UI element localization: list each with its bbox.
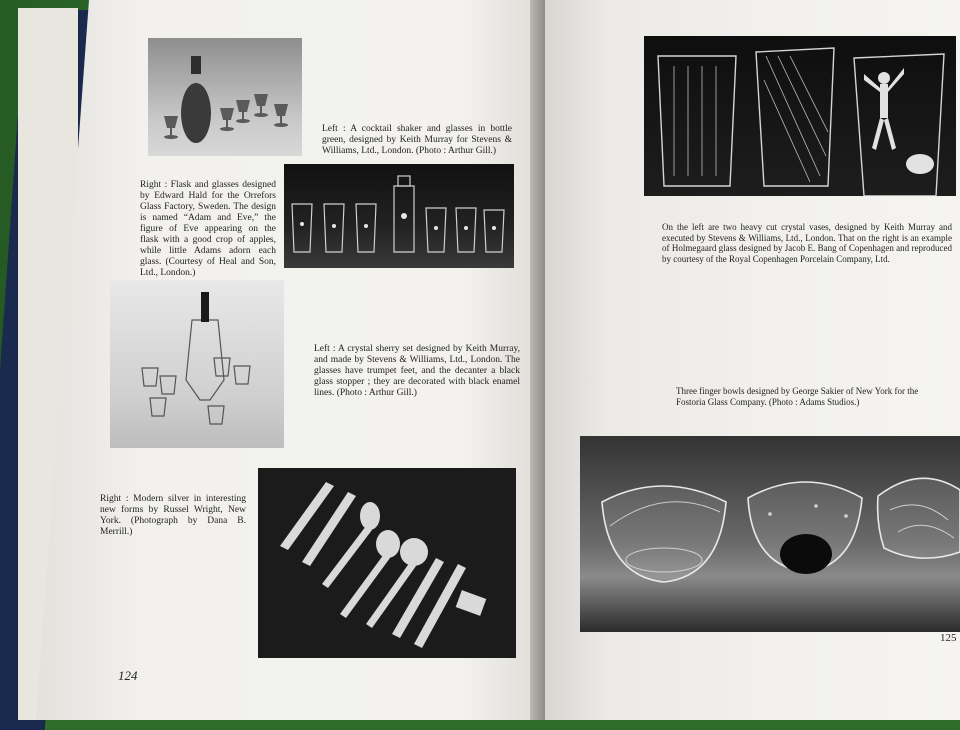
photo-cocktail-shaker bbox=[148, 38, 302, 156]
page-number-right: 125 bbox=[940, 632, 957, 644]
photo-crystal-vases bbox=[644, 36, 956, 196]
caption-adam-and-eve-flask: Right : Flask and glasses designed by Edward Hald for the Orrefors Glass Factory, Sweden. The design is named “Adam and Eve,” the figure of Eve appearing on the flask with a good crop of apples, while little Adams adorn each glass. (Courtesy of Heal and Son, Ltd., London.) bbox=[140, 180, 276, 278]
photo-finger-bowls bbox=[580, 436, 960, 632]
caption-modern-silver: Right : Modern silver in interesting new forms by Russel Wright, New York. (Photograph by Dana B. Merrill.) bbox=[100, 494, 246, 537]
caption-crystal-vases: On the left are two heavy cut crystal vases, designed by Keith Murray and executed by Stevens & Williams, Ltd., London. That on the right is an example of Holmegaard glass designed by Jacob E. Bang of Copenhagen and reproduced by courtesy of the Royal Copenhagen Porcelain Company, Ltd. bbox=[662, 222, 952, 264]
caption-cocktail-shaker: Left : A cocktail shaker and glasses in bottle green, designed by Keith Murray for Stevens & Williams, Ltd., London. (Photo : Arthur Gill.) bbox=[322, 124, 512, 156]
caption-sherry-set: Left : A crystal sherry set designed by Keith Murray, and made by Stevens & Williams, Ltd., London. The glasses have trumpet feet, and the decanter a black glass stopper ; they are decorated with black enamel lines. (Photo : Arthur Gill.) bbox=[314, 344, 520, 398]
photo-adam-and-eve-flask bbox=[284, 164, 514, 268]
caption-finger-bowls: Three finger bowls designed by George Sakier of New York for the Fostoria Glass Company. (Photo : Adams Studios.) bbox=[676, 386, 919, 407]
photo-modern-silver bbox=[258, 468, 516, 658]
photo-sherry-set bbox=[110, 280, 284, 448]
page-number-left: 124 bbox=[118, 668, 138, 683]
